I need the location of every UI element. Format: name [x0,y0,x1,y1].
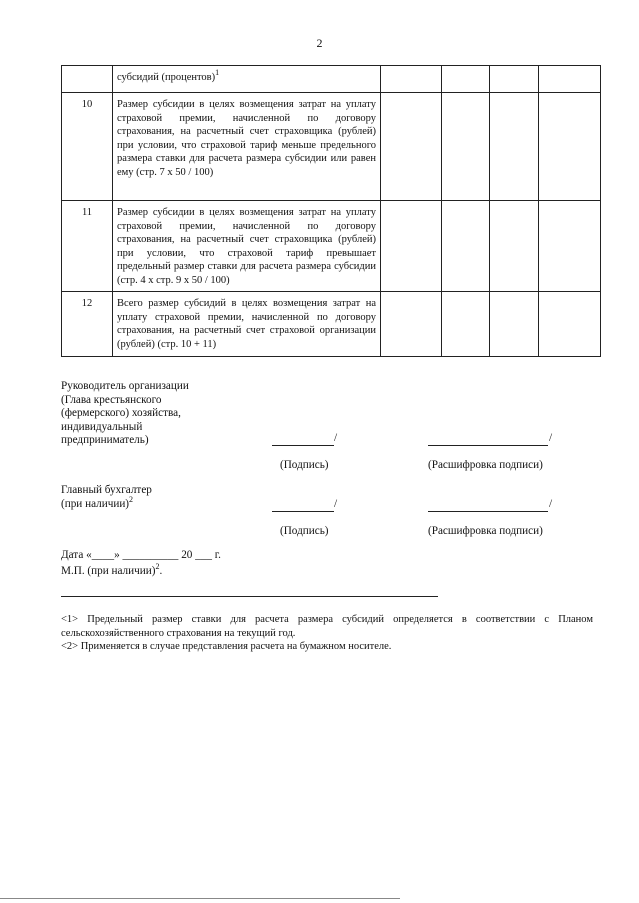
footnote-1: <1> Предельный размер ставки для расчета размера субсидий определяется в соответствии с Планом сельскохозяйственного страхования на текущий год. [61,614,593,639]
value-cell [490,292,539,357]
value-cell [490,93,539,201]
separator-slash: / [334,432,338,444]
value-cell [442,66,490,93]
footnote-ref: 1 [215,68,220,77]
decoding-caption: (Расшифровка подписи) [428,459,543,471]
page-number: 2 [316,36,323,50]
stamp-label: М.П. (при наличии)$^2$. [61,562,163,577]
value-cell [381,292,442,357]
head-decoding-line[interactable] [428,445,548,446]
table-row [62,66,601,93]
decoding-caption: (Расшифровка подписи) [428,525,543,537]
value-cell [539,201,601,292]
value-cell [539,93,601,201]
signature-caption: (Подпись) [280,459,329,471]
accountant-decoding-line[interactable] [428,511,548,512]
date-field[interactable]: Дата «____» __________ 20 ___ г. [61,549,221,561]
separator-slash: / [549,498,553,510]
value-cell [442,201,490,292]
scan-edge [0,898,400,899]
footnote-separator [61,596,438,597]
table-row [62,93,601,201]
row-number: 10 [62,93,113,201]
footnote-2: <2> Применяется в случае представления расчета на бумажном носителе. [61,641,392,652]
value-cell [490,201,539,292]
value-cell [442,93,490,201]
value-cell [381,93,442,201]
separator-slash: / [549,432,553,444]
footnote-ref: 2 [155,562,160,571]
value-cell [442,292,490,357]
accountant-label: Главный бухгалтер (при наличии)$^2$ [61,484,152,510]
head-signer-label: Руководитель организации (Глава крестьянского (фермерского) хозяйства, индивидуальный предприниматель) [61,380,189,447]
value-cell [539,292,601,357]
signature-caption: (Подпись) [280,525,329,537]
row-number [62,66,113,93]
footnote-ref: 2 [129,494,134,504]
table-row [62,292,601,357]
accountant-signature-line[interactable] [272,511,334,512]
separator-slash: / [334,498,338,510]
row-description: Размер субсидии в целях возмещения затрат на уплату страховой премии, начисленной по договору страхования, на расчетный счет страховщика (рублей) при условии, что страховой тариф превышает предельный размер ставки для расчета размера субсидии (стр. 4 х стр. 9 х 50 / 100) [113,201,381,292]
row-description: субсидий (процентов)$^1$ [113,66,381,93]
value-cell [381,201,442,292]
value-cell [539,66,601,93]
row-description: Всего размер субсидий в целях возмещения затрат на уплату страховой премии, начисленной по договору страхования, на расчетный счет страховой организации (рублей) (стр. 10 + 11) [113,292,381,357]
row-number: 11 [62,201,113,292]
value-cell [490,66,539,93]
row-description: Размер субсидии в целях возмещения затрат на уплату страховой премии, начисленной по договору страхования, на расчетный счет страховщика (рублей) при условии, что страховой тариф меньше предельного размера ставки для расчета размера субсидии или равен ему (стр. 7 х 50 / 100) [113,93,381,201]
table-row [62,201,601,292]
subsidy-calculation-table [61,65,601,357]
value-cell [381,66,442,93]
head-signature-line[interactable] [272,445,334,446]
row-number: 12 [62,292,113,357]
